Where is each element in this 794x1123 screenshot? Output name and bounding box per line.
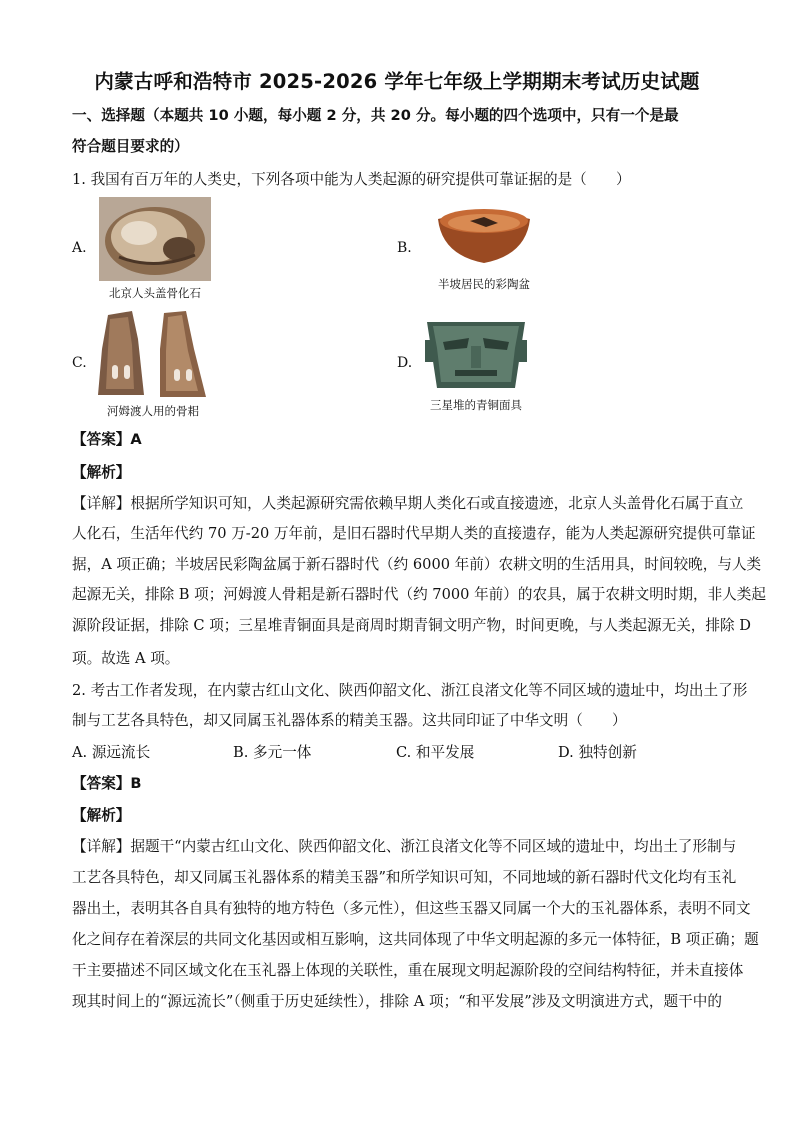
q1-option-d-letter: D. [397,355,413,371]
q2-answer: 【答案】B [72,775,142,792]
q2-stem-line: 2. 考古工作者发现，在内蒙古红山文化、陕西仰韶文化、浙江良渚文化等不同区域的遗址中，均出土了形 [72,682,748,699]
q2-option-c: C. 和平发展 [396,744,475,761]
q1-answer: 【答案】A [72,431,142,448]
q1-detail-line: 源阶段证据，排除 C 项；三星堆青铜面具是商周时期青铜文明产物，时间更晚，与人类起源无关，排除 D [72,617,751,634]
q2-detail-line: 现其时间上的“源远流长”（侧重于历史延续性），排除 A 项；“和平发展”涉及文明演进方式，题干中的 [72,993,722,1010]
q2-option-a: A. 源远流长 [72,744,151,761]
q2-detail-line: 【详解】据题干“内蒙古红山文化、陕西仰韶文化、浙江良渚文化等不同区域的遗址中，均出土了形制与 [72,838,737,855]
q1-option-b-caption: 半坡居民的彩陶盆 [438,277,530,291]
q2-analysis-heading: 【解析】 [72,807,131,824]
q1-detail-line: 人化石，生活年代约 70 万-20 万年前，是旧石器时代早期人类的直接遗存，能为人类起源研究提供可靠证 [72,525,756,542]
q1-option-a-letter: A. [72,240,87,256]
bone-spade-icon [94,309,212,401]
q1-detail-line: 项。故选 A 项。 [72,650,180,667]
skull-fossil-icon [99,197,211,281]
q2-detail-line: 化之间存在着深层的共同文化基因或相互影响，这共同体现了中华文明起源的多元一体特征，B 项正确；题 [72,931,759,948]
bronze-mask-icon [425,318,527,394]
q1-option-b-letter: B. [397,240,412,256]
q1-detail-line: 起源无关，排除 B 项；河姆渡人骨耜是新石器时代（约 7000 年前）的农具，属于农耕文明时期，非人类起 [72,586,766,603]
q2-detail-line: 工艺各具特色，却又同属玉礼器体系的精美玉器”和所学知识可知，不同地域的新石器时代文化均有玉礼 [72,869,737,886]
q1-option-c-caption: 河姆渡人用的骨耜 [107,404,199,418]
section-heading-line-2: 符合题目要求的） [72,138,189,155]
q1-option-a-caption: 北京人头盖骨化石 [109,286,201,300]
q2-option-d: D. 独特创新 [558,744,637,761]
q1-option-d-caption: 三星堆的青铜面具 [430,398,522,412]
q1-analysis-heading: 【解析】 [72,464,131,481]
q2-detail-line: 器出土，表明其各自具有独特的地方特色（多元性），但这些玉器又同属一个大的玉礼器体系，表明不同文 [72,900,751,917]
section-heading-line-1: 一、选择题（本题共 10 小题，每小题 2 分，共 20 分。每小题的四个选项中，只有一个是最 [72,107,679,124]
q2-option-b: B. 多元一体 [233,744,312,761]
q1-detail-line: 据，A 项正确；半坡居民彩陶盆属于新石器时代（约 6000 年前）农耕文明的生活用具，时间较晚，与人类 [72,556,762,573]
q1-option-c-letter: C. [72,355,87,371]
page-title: 内蒙古呼和浩特市 2025-2026 学年七年级上学期期末考试历史试题 [94,70,700,93]
q1-stem: 1. 我国有百万年的人类史，下列各项中能为人类起源的研究提供可靠证据的是（ ） [72,171,631,188]
pottery-basin-icon [434,203,534,269]
bronze-mask-image [425,318,527,394]
q2-stem-line: 制与工艺各具特色，却又同属玉礼器体系的精美玉器。这共同印证了中华文明（ ） [72,712,627,729]
q2-detail-line: 干主要描述不同区域文化在玉礼器上体现的关联性，重在展现文明起源阶段的空间结构特征，并未直接体 [72,962,744,979]
q1-detail-line: 【详解】根据所学知识可知，人类起源研究需依赖早期人类化石或直接遗迹，北京人头盖骨化石属于直立 [72,495,744,512]
bone-spade-image [94,309,212,401]
skull-fossil-image [99,197,211,281]
painted-pottery-basin-image [434,203,534,269]
